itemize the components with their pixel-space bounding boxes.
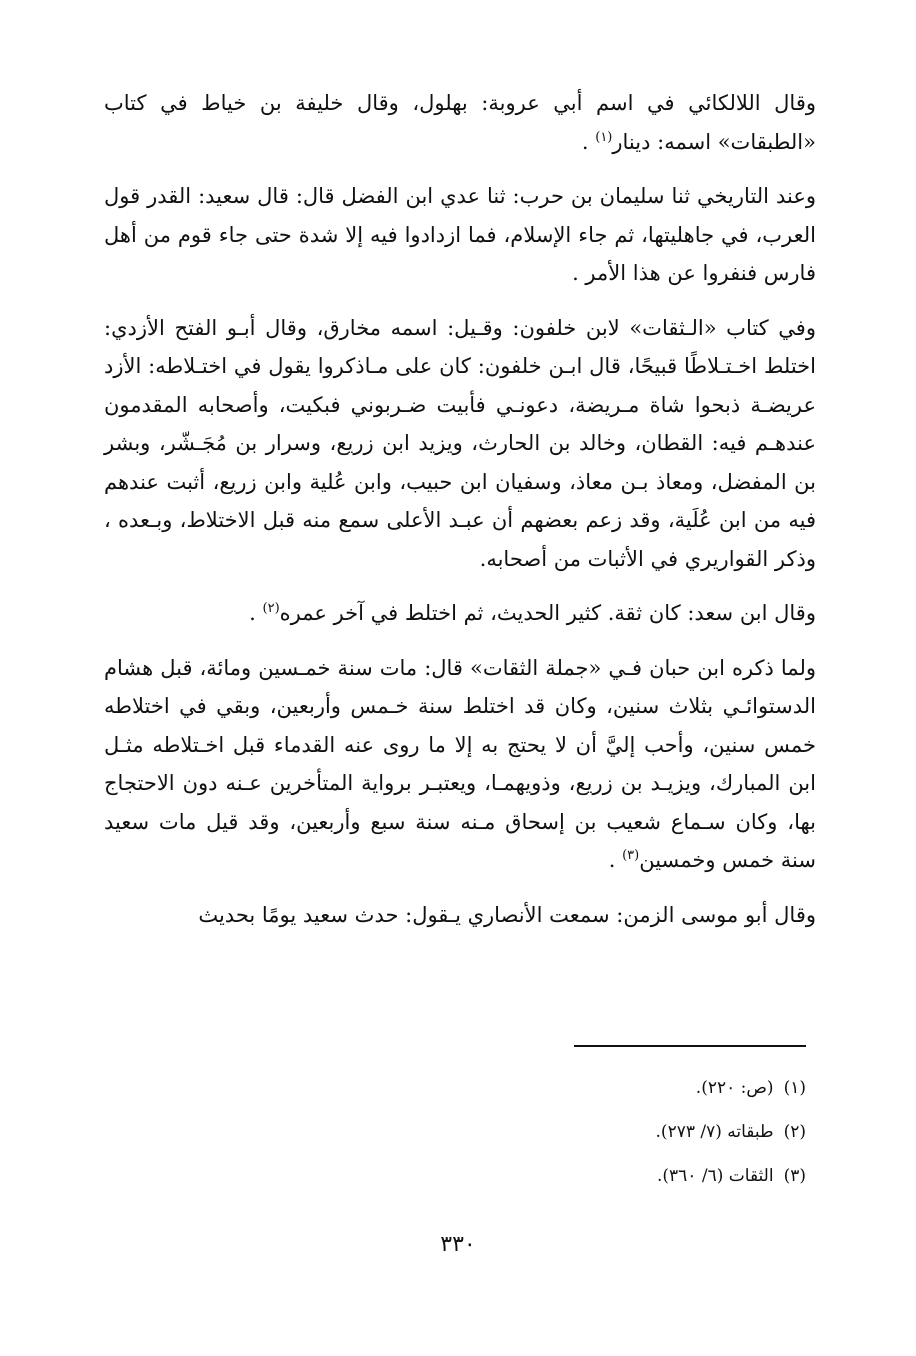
main-text bbox=[104, 84, 816, 950]
page-number: ٣٣٠ bbox=[440, 1232, 476, 1257]
paragraph-text: وقال ابن سعد: كان ثقة. كثير الحديث، ثم اختلط في آخر عمره bbox=[279, 601, 816, 625]
footnote-number: (٢) bbox=[783, 1122, 806, 1142]
footnote-number: (١) bbox=[783, 1078, 806, 1098]
footnote-number: (٣) bbox=[783, 1166, 806, 1186]
paragraph-text: ولما ذكره ابن حبان فـي «جملة الثقات» قال: مات سنة خمـسين ومائة، قبل هشام الدستوائـي بثلاث سنين، وكان قد اختلط سنة خـمس وأربعين، وبقي في اختلاطه خمس سنين، وأحب إليَّ أن لا يحتج به إلا ما روى عنه القدماء قبل اخـتلاطه مثـل ابن المبارك، ويزيـد بن زريع، وذويهمـا، ويعتبـر برواية المتأخرين عـنه دون الاحتجاج بها، وكان سـماع شعيب بن إسحاق مـنه سنة سبع وأربعين، وقد قيل مات سعيد سنة خمس وخمسين bbox=[104, 655, 816, 872]
paragraph-tail: . bbox=[581, 129, 596, 154]
footnotes bbox=[206, 1066, 806, 1198]
footnote-divider bbox=[574, 1045, 806, 1047]
paragraph-ibn-hibban bbox=[104, 649, 816, 880]
footnote-1 bbox=[206, 1066, 806, 1110]
paragraph-text: وعند التاريخي ثنا سليمان بن حرب: ثنا عدي ابن الفضل قال: قال سعيد: القدر قول العرب، في جاهليتها، ثم جاء الإسلام، فما ازدادوا فيه إلا شدة حتى جاء قوم من أهل فارس فنفروا عن هذا الأمر . bbox=[104, 184, 816, 285]
paragraph-tail: . bbox=[608, 848, 623, 872]
paragraph-text: وفي كتاب «الـثقات» لابن خلفون: وقـيل: اسمه مخارق، وقال أبـو الفتح الأزدي: اختلط اخـتـلاطًا قبيحًا، قال ابـن خلفون: كان على مـاذكروا يقول في اختـلاطه: الأزد عريضـة ذبحوا شاة مـريضة، دعونـي فأبيت ضـربوني فبكيت، وأصحابه المقدمون عندهـم فيه: القطان، وخالد بن الحارث، ويزيد ابن زريع، وسرار بن مُجَـشّر، وبشر بن المفضل، ومعاذ بـن معاذ، وسفيان ابن حبيب، وابن عُلية وابن زريع، أثبت عندهم فيه من ابن عُلَية، وقد زعم بعضهم أن عبـد الأعلى سمع منه قبل الاختلاط، وبـعده ، وذكر القواريري في الأثبات من أصحابه. bbox=[104, 315, 816, 571]
footnote-2 bbox=[206, 1110, 806, 1154]
footnote-text: (ص: ٢٢٠). bbox=[695, 1078, 774, 1098]
paragraph-text: وقال اللالكائي في اسم أبي عروبة: بهلول، وقال خليفة بن خياط في كتاب «الطبقات» اسمه: دينار bbox=[104, 91, 816, 154]
paragraph-text: وقال أبو موسى الزمن: سمعت الأنصاري يـقول: حدث سعيد يومًا بحديث bbox=[198, 902, 816, 927]
paragraph-tarikhi bbox=[104, 177, 816, 293]
footnote-text: الثقات (٦/ ٣٦٠). bbox=[656, 1166, 774, 1186]
footnote-3 bbox=[206, 1154, 806, 1198]
footnote-marker: (٢) bbox=[262, 601, 280, 616]
paragraph-lalkai bbox=[104, 84, 816, 161]
paragraph-tail: . bbox=[249, 601, 263, 625]
footnote-marker: (٣) bbox=[622, 848, 640, 863]
footnote-marker: (١) bbox=[595, 129, 613, 145]
paragraph-abu-musa bbox=[104, 896, 816, 935]
paragraph-ibn-saad bbox=[104, 594, 816, 633]
paragraph-thiqat-ibn-khalfun bbox=[104, 309, 816, 579]
footnote-text: طبقاته (٧/ ٢٧٣). bbox=[655, 1122, 774, 1142]
